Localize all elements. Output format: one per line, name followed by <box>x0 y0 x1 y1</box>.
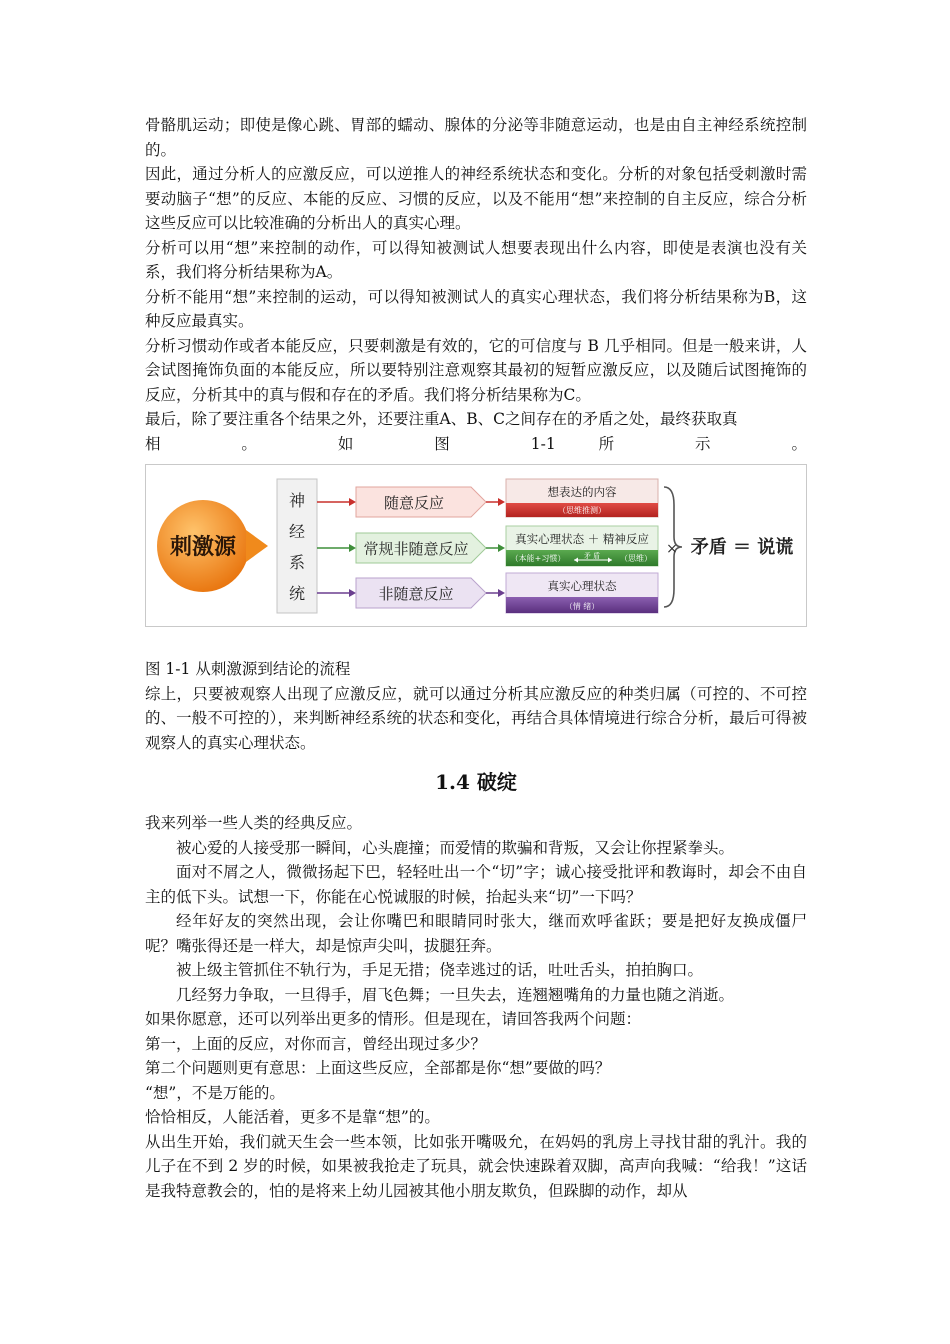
section-heading: 1.4 破绽 <box>435 770 517 794</box>
paragraph: 从出生开始，我们就天生会一些本领，比如张开嘴吸允，在妈妈的乳房上寻找甘甜的乳汁。我的儿子在不到 2 岁的时候，如果被我抢走了玩具，就会快速跺着双脚，高声向我喊：“给我！”这话是我特意教会的，怕的是将来上幼儿园被其他小朋友欺负，但跺脚的动作，却从 <box>145 1132 807 1200</box>
paragraph: 最后，除了要注重各个结果之外，还要注重A、B、C之间存在的矛盾之处，最终获取真 <box>145 410 738 428</box>
reaction-label: 随意反应 <box>383 494 445 512</box>
result-title: 想表达的内容 <box>547 485 617 499</box>
reaction-label: 常规非随意反应 <box>363 540 469 558</box>
stimulus-source-label: 刺激源 <box>169 535 237 560</box>
document-page <box>145 113 807 1203</box>
result-sub: 矛 盾 <box>583 552 601 560</box>
times-sign: × <box>666 541 678 557</box>
source-arrow <box>246 530 268 562</box>
indented-paragraph: 被心爱的人接受那一瞬间，心头鹿撞；而爱情的欺骗和背叛，又会让你捏紧拳头。 <box>176 838 735 857</box>
nerve-char: 统 <box>288 584 306 603</box>
indented-paragraph: 被上级主管抓住不轨行为，手足无措；侥幸逃过的话，吐吐舌头，拍拍胸口。 <box>176 961 704 979</box>
paragraph-spread-line: 相 。 如 图 1-1 所 示 。 <box>145 434 807 453</box>
result-sub: （情 绪） <box>564 602 600 611</box>
connector-arrow <box>349 498 356 506</box>
result-title: 真实心理状态 <box>547 579 617 593</box>
connector-arrow <box>498 589 505 597</box>
indented-paragraph: 几经努力争取，一旦得手，眉飞色舞；一旦失去，连翘翘嘴角的力量也随之消逝。 <box>176 985 735 1004</box>
paragraph: 如果你愿意，还可以列举出更多的情形。但是现在，请回答我两个问题： <box>145 1010 642 1028</box>
conclusion-label: 矛盾 ＝ 说谎 <box>690 537 794 558</box>
result-sub: （思维推测） <box>558 506 606 515</box>
paragraph: 骨骼肌运动；即使是像心跳、胃部的蠕动、腺体的分泌等非随意运动，也是由自主神经系统控制的。 <box>145 116 807 159</box>
indented-paragraph: 面对不屑之人，微微扬起下巴，轻轻吐出一个“切”字；诚心接受批评和教诲时，却会不由自主的低下头。试想一下，你能在心悦诚服的时候，抬起头来“切”一下吗？ <box>145 863 807 906</box>
result-sub: （本能+习惯） <box>510 554 566 563</box>
nerve-char: 神 <box>288 491 306 510</box>
figure-flowchart <box>145 464 807 627</box>
nerve-char: 经 <box>288 522 306 541</box>
paragraph: 分析可以用“想”来控制的动作，可以得知被测试人想要表现出什么内容，即使是表演也没有关系，我们将分析结果称为A。 <box>145 238 807 281</box>
paragraph: 恰恰相反，人能活着，更多不是靠“想”的。 <box>145 1108 440 1126</box>
flowchart-svg <box>146 465 806 626</box>
connector-arrow <box>349 589 356 597</box>
paragraph: 综上，只要被观察人出现了应激反应，就可以通过分析其应激反应的种类归属（可控的、不可控的、一般不可控的），来判断神经系统的状态和变化，再结合具体情境进行综合分析，最后可得被观察人的真实心理状态。 <box>145 684 807 752</box>
paragraph: 第二个问题则更有意思：上面这些反应，全部都是你“想”要做的吗？ <box>145 1059 611 1077</box>
connector-arrow <box>498 544 505 552</box>
result-title: 真实心理状态 ＋ 精神反应 <box>515 532 649 546</box>
paragraph: 因此，通过分析人的应激反应，可以逆推人的神经系统状态和变化。分析的对象包括受刺激时需要动脑子“想”的反应、本能的反应、习惯的反应，以及不能用“想”来控制的自主反应，综合分析这些反应可以比较准确的分析出人的真实心理。 <box>145 165 807 232</box>
reaction-label: 非随意反应 <box>378 585 454 603</box>
connector-arrow <box>349 544 356 552</box>
connector-arrow <box>498 498 505 506</box>
paragraph: 我来列举一些人类的经典反应。 <box>145 814 363 832</box>
paragraph: “想”，不是万能的。 <box>145 1083 285 1102</box>
indented-paragraph: 经年好友的突然出现，会让你嘴巴和眼睛同时张大，继而欢呼雀跃；要是把好友换成僵尸呢？嘴张得还是一样大，却是惊声尖叫，拔腿狂奔。 <box>145 912 807 955</box>
figure-caption: 图 1-1 从刺激源到结论的流程 <box>145 660 351 678</box>
nerve-char: 系 <box>288 553 306 572</box>
paragraph: 第一，上面的反应，对你而言，曾经出现过多少？ <box>145 1034 487 1053</box>
result-sub: （思维） <box>620 554 652 563</box>
paragraph: 分析不能用“想”来控制的运动，可以得知被测试人的真实心理状态，我们将分析结果称为B，这种反应最真实。 <box>145 287 807 330</box>
paragraph: 分析习惯动作或者本能反应，只要刺激是有效的，它的可信度与 B 几乎相同。但是一般来讲，人会试图掩饰负面的本能反应，所以要特别注意观察其最初的短暂应激反应，以及随后试图掩饰的反应，分析其中的真与假和存在的矛盾。我们将分析结果称为C。 <box>145 336 807 404</box>
